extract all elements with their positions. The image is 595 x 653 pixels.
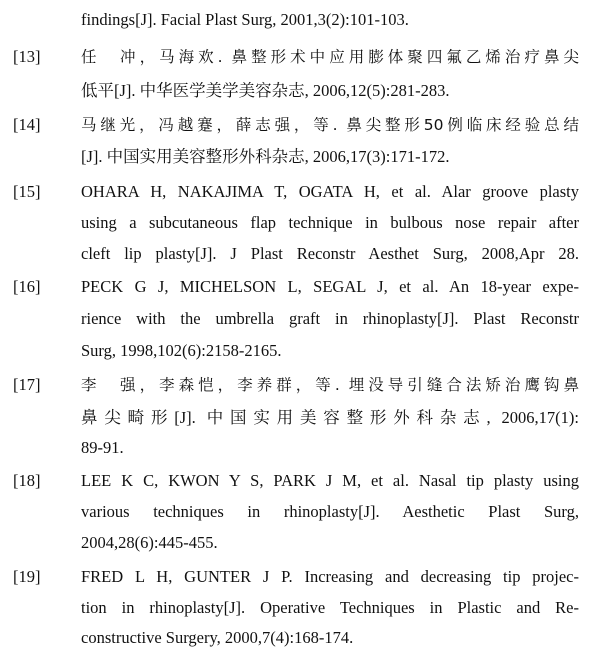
reference-14-number: [14] <box>13 115 41 134</box>
reference-16-line-3: Surg, 1998,102(6):2158-2165. <box>81 341 282 360</box>
reference-18-line-3: 2004,28(6):445-455. <box>81 533 218 552</box>
reference-19-line-3: constructive Surgery, 2000,7(4):168-174. <box>81 628 354 647</box>
reference-19-line-2: tion in rhinoplasty[J]. Operative Techniques in Plastic and Re- <box>81 598 579 617</box>
reference-16-number: [16] <box>13 277 41 296</box>
reference-14-line-1: 马继光，冯越蹇，薛志强，等. 鼻尖整形50例临床经验总结 <box>81 116 579 134</box>
reference-17-line-2: 鼻尖畸形[J]. 中国实用美容整形外科杂志, 2006,17(1): <box>81 408 579 427</box>
reference-13-line-2: 低平[J]. 中华医学美学美容杂志, 2006,12(5):281-283. <box>81 81 450 100</box>
reference-18-line-1: LEE K C, KWON Y S, PARK J M, et al. Nasal tip plasty using <box>81 471 579 490</box>
reference-13-number: [13] <box>13 47 41 66</box>
reference-18-number: [18] <box>13 471 41 490</box>
reference-18-line-2: various techniques in rhinoplasty[J]. Aesthetic Plast Surg, <box>81 502 579 521</box>
reference-15-line-3: cleft lip plasty[J]. J Plast Reconstr Aesthet Surg, 2008,Apr 28. <box>81 244 579 263</box>
reference-17-number: [17] <box>13 375 41 394</box>
reference-19-number: [19] <box>13 567 41 586</box>
reference-15-line-2: using a subcutaneous flap technique in bulbous nose repair after <box>81 213 579 232</box>
reference-16-line-1: PECK G J, MICHELSON L, SEGAL J, et al. An 18-year expe- <box>81 277 579 296</box>
reference-14-line-2: [J]. 中国实用美容整形外科杂志, 2006,17(3):171-172. <box>81 147 450 166</box>
reference-17-line-1: 李 强，李森恺，李养群，等. 埋没导引缝合法矫治鹰钩鼻 <box>81 376 579 394</box>
reference-13-line-1: 任 冲，马海欢. 鼻整形术中应用膨体聚四氟乙烯治疗鼻尖 <box>81 48 579 66</box>
reference-15-line-1: OHARA H, NAKAJIMA T, OGATA H, et al. Alar groove plasty <box>81 182 579 201</box>
reference-19-line-1: FRED L H, GUNTER J P. Increasing and decreasing tip projec- <box>81 567 579 586</box>
reference-continuation-line: findings[J]. Facial Plast Surg, 2001,3(2):101-103. <box>81 10 409 29</box>
reference-17-line-3: 89-91. <box>81 438 124 457</box>
reference-15-number: [15] <box>13 182 41 201</box>
reference-16-line-2: rience with the umbrella graft in rhinoplasty[J]. Plast Reconstr <box>81 309 579 328</box>
